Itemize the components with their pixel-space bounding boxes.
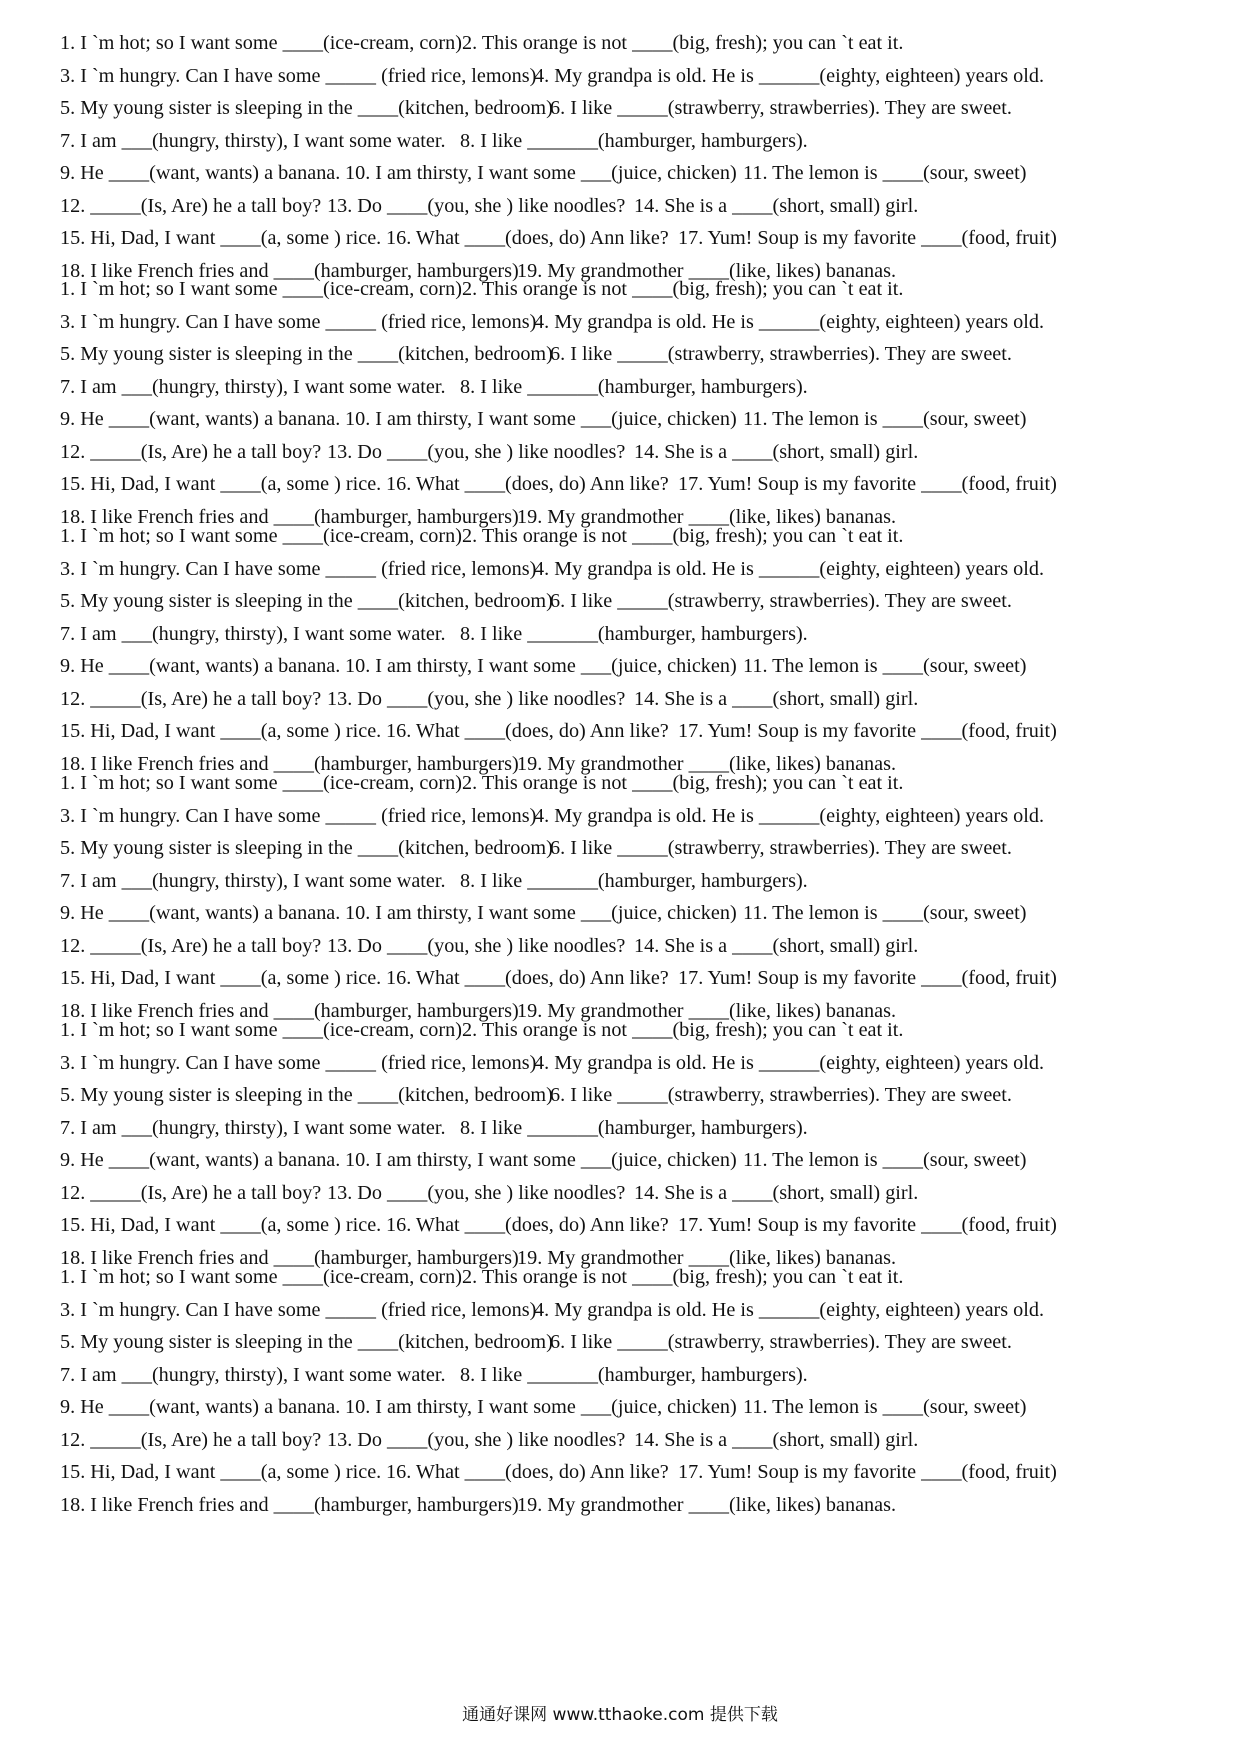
question-item: 1. I `m hot; so I want some ____(ice-cream, corn) [60,772,462,794]
question-item: 6. I like _____(strawberry, strawberries). They are sweet. [550,837,1012,859]
question-item: 6. I like _____(strawberry, strawberries). They are sweet. [550,1331,1012,1353]
exercise-line [60,157,1190,190]
question-item: 3. I `m hungry. Can I have some _____ (fried rice, lemons) [60,557,537,580]
exercise-line [60,832,1190,865]
exercise-line [60,865,1190,898]
question-item: 3. I `m hungry. Can I have some _____ (fried rice, lemons) [60,804,537,827]
question-item: 9. He ____(want, wants) a banana. [60,1149,341,1171]
question-item: 10. I am thirsty, I want some ___(juice, chicken) [345,162,737,184]
question-item: 17. Yum! Soup is my favorite ____(food, fruit) [678,967,1057,989]
exercise-block [60,27,1190,287]
question-item: 8. I like _______(hamburger, hamburgers). [460,375,808,398]
exercise-line [60,520,1190,553]
exercise-line [60,371,1190,404]
question-item: 6. I like _____(strawberry, strawberries). They are sweet. [550,590,1012,612]
footer-credit: 通通好课网 www.tthaoke.com 提供下载 [462,1705,778,1725]
question-item: 3. I `m hungry. Can I have some _____ (fried rice, lemons) [60,1298,537,1321]
question-item: 2. This orange is not ____(big, fresh); you can `t eat it. [462,278,904,300]
question-item: 13. Do ____(you, she ) like noodles? [327,440,626,463]
question-item: 7. I am ___(hungry, thirsty), I want some water. [60,375,446,398]
question-item: 6. I like _____(strawberry, strawberries). They are sweet. [550,97,1012,119]
question-item: 4. My grandpa is old. He is ______(eighty, eighteen) years old. [534,64,1044,87]
exercise-line [60,962,1190,995]
exercise-line [60,1177,1190,1210]
exercise-line [60,1294,1190,1327]
exercise-block [60,1261,1190,1521]
question-item: 11. The lemon is ____(sour, sweet) [743,902,1027,924]
question-item: 13. Do ____(you, she ) like noodles? [327,1428,626,1451]
question-item: 9. He ____(want, wants) a banana. [60,408,341,430]
question-item: 11. The lemon is ____(sour, sweet) [743,408,1027,430]
exercise-line [60,1424,1190,1457]
exercise-line [60,715,1190,748]
question-item: 1. I `m hot; so I want some ____(ice-cream, corn) [60,32,462,54]
question-item: 12. _____(Is, Are) he a tall boy? [60,194,322,217]
exercise-line [60,800,1190,833]
question-item: 15. Hi, Dad, I want ____(a, some ) rice. [60,720,382,742]
question-item: 2. This orange is not ____(big, fresh); you can `t eat it. [462,772,904,794]
question-item: 3. I `m hungry. Can I have some _____ (fried rice, lemons) [60,1051,537,1074]
exercise-line [60,338,1190,371]
exercise-line [60,403,1190,436]
exercise-line [60,92,1190,125]
question-item: 11. The lemon is ____(sour, sweet) [743,1149,1027,1171]
question-item: 10. I am thirsty, I want some ___(juice, chicken) [345,1149,737,1171]
question-item: 3. I `m hungry. Can I have some _____ (fried rice, lemons) [60,64,537,87]
question-item: 16. What ____(does, do) Ann like? [386,720,669,742]
exercise-line [60,1489,1190,1522]
question-item: 12. _____(Is, Are) he a tall boy? [60,687,322,710]
question-item: 10. I am thirsty, I want some ___(juice, chicken) [345,1396,737,1418]
question-item: 18. I like French fries and ____(hamburger, hamburgers) [60,505,519,528]
question-item: 5. My young sister is sleeping in the ____(kitchen, bedroom) [60,343,553,365]
question-item: 9. He ____(want, wants) a banana. [60,162,341,184]
exercise-block [60,767,1190,1027]
exercise-line [60,1209,1190,1242]
exercise-line [60,27,1190,60]
exercise-line [60,930,1190,963]
question-item: 15. Hi, Dad, I want ____(a, some ) rice. [60,227,382,249]
question-item: 5. My young sister is sleeping in the ____(kitchen, bedroom) [60,590,553,612]
question-item: 8. I like _______(hamburger, hamburgers). [460,622,808,645]
question-item: 16. What ____(does, do) Ann like? [386,227,669,249]
question-item: 5. My young sister is sleeping in the ____(kitchen, bedroom) [60,1331,553,1353]
question-item: 8. I like _______(hamburger, hamburgers). [460,129,808,152]
question-item: 16. What ____(does, do) Ann like? [386,473,669,495]
exercise-line [60,650,1190,683]
question-item: 17. Yum! Soup is my favorite ____(food, fruit) [678,227,1057,249]
question-item: 1. I `m hot; so I want some ____(ice-cream, corn) [60,1266,462,1288]
question-item: 8. I like _______(hamburger, hamburgers). [460,869,808,892]
question-item: 19. My grandmother ____(like, likes) bananas. [517,505,896,528]
exercise-line [60,273,1190,306]
question-item: 10. I am thirsty, I want some ___(juice, chicken) [345,408,737,430]
question-item: 13. Do ____(you, she ) like noodles? [327,934,626,957]
question-item: 13. Do ____(you, she ) like noodles? [327,687,626,710]
question-item: 15. Hi, Dad, I want ____(a, some ) rice. [60,473,382,495]
exercise-line [60,125,1190,158]
exercise-line [60,553,1190,586]
question-item: 4. My grandpa is old. He is ______(eighty, eighteen) years old. [534,804,1044,827]
question-item: 11. The lemon is ____(sour, sweet) [743,655,1027,677]
question-item: 2. This orange is not ____(big, fresh); you can `t eat it. [462,525,904,547]
exercise-line [60,1047,1190,1080]
question-item: 14. She is a ____(short, small) girl. [634,1428,919,1451]
question-item: 7. I am ___(hungry, thirsty), I want some water. [60,1363,446,1386]
question-item: 12. _____(Is, Are) he a tall boy? [60,934,322,957]
question-item: 6. I like _____(strawberry, strawberries). They are sweet. [550,1084,1012,1106]
question-item: 18. I like French fries and ____(hamburger, hamburgers) [60,752,519,775]
question-item: 13. Do ____(you, she ) like noodles? [327,194,626,217]
question-item: 10. I am thirsty, I want some ___(juice, chicken) [345,655,737,677]
question-item: 2. This orange is not ____(big, fresh); you can `t eat it. [462,1266,904,1288]
question-item: 7. I am ___(hungry, thirsty), I want some water. [60,622,446,645]
question-item: 19. My grandmother ____(like, likes) bananas. [517,1493,896,1516]
question-item: 15. Hi, Dad, I want ____(a, some ) rice. [60,1214,382,1236]
question-item: 19. My grandmother ____(like, likes) bananas. [517,752,896,775]
exercise-line [60,1144,1190,1177]
question-item: 18. I like French fries and ____(hamburger, hamburgers) [60,1246,519,1269]
exercise-line [60,1079,1190,1112]
question-item: 17. Yum! Soup is my favorite ____(food, fruit) [678,473,1057,495]
question-item: 2. This orange is not ____(big, fresh); you can `t eat it. [462,1019,904,1041]
question-item: 9. He ____(want, wants) a banana. [60,1396,341,1418]
exercise-line [60,1014,1190,1047]
question-item: 18. I like French fries and ____(hamburger, hamburgers) [60,259,519,282]
exercise-line [60,585,1190,618]
question-item: 1. I `m hot; so I want some ____(ice-cream, corn) [60,1019,462,1041]
question-item: 16. What ____(does, do) Ann like? [386,967,669,989]
question-item: 17. Yum! Soup is my favorite ____(food, fruit) [678,720,1057,742]
question-item: 19. My grandmother ____(like, likes) bananas. [517,999,896,1022]
exercise-line [60,306,1190,339]
question-item: 19. My grandmother ____(like, likes) bananas. [517,259,896,282]
question-item: 18. I like French fries and ____(hamburger, hamburgers) [60,999,519,1022]
exercise-line [60,683,1190,716]
question-item: 1. I `m hot; so I want some ____(ice-cream, corn) [60,278,462,300]
exercise-block [60,1014,1190,1274]
question-item: 7. I am ___(hungry, thirsty), I want some water. [60,869,446,892]
question-item: 4. My grandpa is old. He is ______(eighty, eighteen) years old. [534,557,1044,580]
question-item: 7. I am ___(hungry, thirsty), I want some water. [60,1116,446,1139]
exercise-line [60,1261,1190,1294]
question-item: 19. My grandmother ____(like, likes) bananas. [517,1246,896,1269]
question-item: 8. I like _______(hamburger, hamburgers). [460,1363,808,1386]
question-item: 14. She is a ____(short, small) girl. [634,194,919,217]
question-item: 16. What ____(does, do) Ann like? [386,1461,669,1483]
question-item: 5. My young sister is sleeping in the ____(kitchen, bedroom) [60,837,553,859]
exercise-line [60,468,1190,501]
exercise-line [60,1359,1190,1392]
question-item: 5. My young sister is sleeping in the ____(kitchen, bedroom) [60,97,553,119]
question-item: 13. Do ____(you, she ) like noodles? [327,1181,626,1204]
question-item: 14. She is a ____(short, small) girl. [634,1181,919,1204]
question-item: 16. What ____(does, do) Ann like? [386,1214,669,1236]
question-item: 12. _____(Is, Are) he a tall boy? [60,1181,322,1204]
question-item: 18. I like French fries and ____(hamburger, hamburgers) [60,1493,519,1516]
question-item: 6. I like _____(strawberry, strawberries). They are sweet. [550,343,1012,365]
question-item: 14. She is a ____(short, small) girl. [634,440,919,463]
exercise-line [60,190,1190,223]
exercise-block [60,520,1190,780]
question-item: 15. Hi, Dad, I want ____(a, some ) rice. [60,967,382,989]
question-item: 4. My grandpa is old. He is ______(eighty, eighteen) years old. [534,310,1044,333]
question-item: 11. The lemon is ____(sour, sweet) [743,162,1027,184]
question-item: 10. I am thirsty, I want some ___(juice, chicken) [345,902,737,924]
exercise-line [60,222,1190,255]
question-item: 17. Yum! Soup is my favorite ____(food, fruit) [678,1461,1057,1483]
exercise-block [60,273,1190,533]
question-item: 8. I like _______(hamburger, hamburgers). [460,1116,808,1139]
question-item: 2. This orange is not ____(big, fresh); you can `t eat it. [462,32,904,54]
question-item: 4. My grandpa is old. He is ______(eighty, eighteen) years old. [534,1051,1044,1074]
question-item: 3. I `m hungry. Can I have some _____ (fried rice, lemons) [60,310,537,333]
question-item: 4. My grandpa is old. He is ______(eighty, eighteen) years old. [534,1298,1044,1321]
question-item: 12. _____(Is, Are) he a tall boy? [60,1428,322,1451]
exercise-line [60,436,1190,469]
exercise-line [60,1112,1190,1145]
exercise-line [60,1456,1190,1489]
question-item: 9. He ____(want, wants) a banana. [60,902,341,924]
exercise-line [60,618,1190,651]
exercise-line [60,1391,1190,1424]
question-item: 1. I `m hot; so I want some ____(ice-cream, corn) [60,525,462,547]
question-item: 9. He ____(want, wants) a banana. [60,655,341,677]
exercise-line [60,60,1190,93]
question-item: 14. She is a ____(short, small) girl. [634,687,919,710]
question-item: 7. I am ___(hungry, thirsty), I want some water. [60,129,446,152]
exercise-line [60,1326,1190,1359]
exercise-line [60,897,1190,930]
question-item: 17. Yum! Soup is my favorite ____(food, fruit) [678,1214,1057,1236]
question-item: 14. She is a ____(short, small) girl. [634,934,919,957]
question-item: 11. The lemon is ____(sour, sweet) [743,1396,1027,1418]
question-item: 5. My young sister is sleeping in the ____(kitchen, bedroom) [60,1084,553,1106]
question-item: 15. Hi, Dad, I want ____(a, some ) rice. [60,1461,382,1483]
question-item: 12. _____(Is, Are) he a tall boy? [60,440,322,463]
exercise-line [60,767,1190,800]
